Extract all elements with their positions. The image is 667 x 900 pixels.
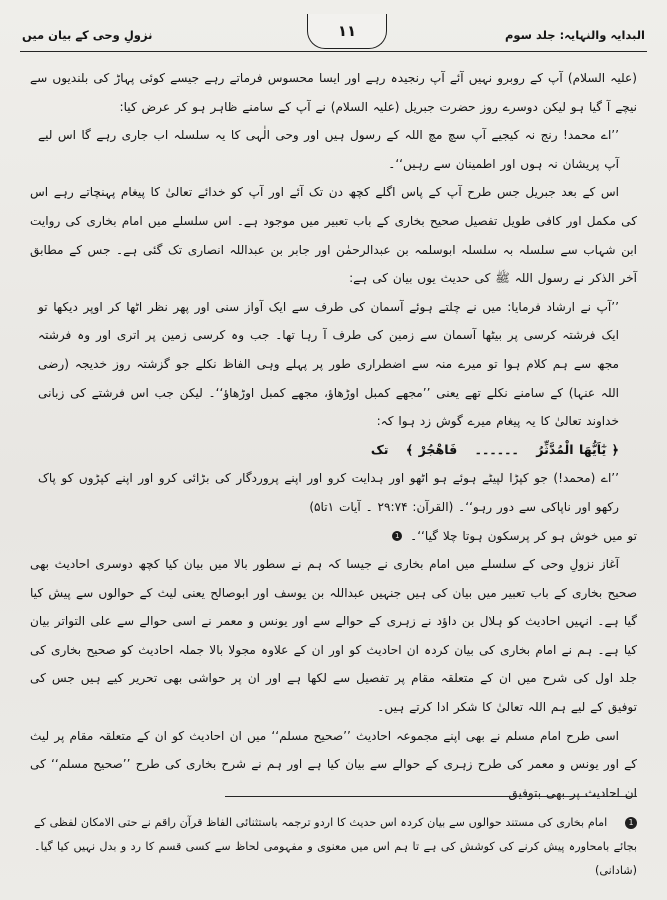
footnote-text-1: امام بخاری کی مستند حوالوں سے بیان کردہ اس حدیث کا اردو ترجمہ باستثنائی الفاظ قرآن راقم نے حتی الامکان لفظی کے بجائے بامحاورہ پیش کرنے کی کوشش کی ہے تا ہم اس میں معنوی و مفہومی لحاظ سے کسی قسم کا رد و بدل نہیں کیا گیا۔ (شادانی) [34, 816, 637, 877]
verse-end: فَاھْجُرْ ﴾ [405, 441, 458, 457]
header-rule [20, 51, 647, 52]
footnotes [34, 811, 637, 885]
paragraph-3-wrapper [30, 522, 637, 551]
quote-3: ’’اے (محمد!) جو کپڑا لپیٹے ہوئے ہو اٹھو اور ہدایت کرو اور اپنے پروردگار کی بڑائی کرو اور اپنے کپڑوں کو پاک رکھو اور ناپاکی سے دور رہو‘‘۔ (القرآن: ۲۹:۷۴ ۔ آیات ۱تا۵) [38, 471, 619, 514]
footnote-marker-1: 1 [625, 817, 637, 829]
verse-start: ﴿ یٰٓاَیُّھَا الْمُدَّثِّرُ [536, 441, 619, 457]
paragraph-3: تو میں خوش ہو کر پرسکون ہوتا چلا گیا‘‘۔ [410, 528, 637, 543]
paragraph-2: اس کے بعد جبریل جس طرح آپ کے پاس اگلے کچھ دن تک آئے اور آپ کو خدائے تعالیٰ کا پیغام پہنچاتے رہے اس کی مکمل اور کافی طویل تفصیل صحیح بخاری کے باب تعبیر میں موجود ہے۔ اس سلسلے میں امام بخاری کی روایت ابن شہاب سے سلسلہ بہ سلسلہ ابوسلمہ بن عبدالرحمٰن اور جابر بن عبداللہ انصاری تک گئی ہے۔ جس کے مطابق آخر الذکر نے رسول اللہ ﷺ کی حدیث یوں بیان کی ہے: [30, 185, 637, 286]
footnote-rule [225, 796, 637, 797]
book-title: البدایہ والنہایہ: جلد سوم [505, 28, 645, 42]
quran-verse [38, 436, 619, 465]
paragraph-4: آغاز نزولِ وحی کے سلسلے میں امام بخاری نے جیسا کہ ہم نے سطور بالا میں بیان کیا کچھ دوسری احادیث بھی صحیح بخاری کے باب تعبیر میں بیان کی ہیں جنہیں عبداللہ بن یوسف اور ابوصالح یعنی لیث کے حوالوں سے پیش کیا گیا ہے۔ انہیں احادیث کو ہلال بن داؤد نے زہری کے حوالے سے اور یونس و معمر نے اسی حوالے سے علی التواتر بیان کیا ہے۔ ہم نے امام بخاری کی بیان کردہ ان احادیث کو اور ان کے علاوہ مجولا بالا جملہ احادیث کو صحیح بخاری کی جلد اول کی شرح میں ان کے متعلقہ مقام پر تفصیل سے لکھا ہے اور ان پر حواشی بھی تحریر کیے ہیں جس کی توفیق کے لیے ہم اللہ تعالیٰ کا شکر ادا کرتے ہیں۔ [30, 557, 637, 715]
quote-1: ’’اے محمد! رنج نہ کیجیے آپ سچ مچ اللہ کے رسول ہیں اور وحی الٰہی کا یہ سلسلہ اب جاری رہے گا اس لیے آپ پریشان نہ ہوں اور اطمینان سے رہیں‘‘۔ [38, 128, 619, 171]
footnote-reference-1: 1 [392, 531, 402, 541]
quote-2: ’’آپ نے ارشاد فرمایا: میں نے چلتے ہوئے آسمان کی طرف سے ایک آواز سنی اور پھر نظر اٹھا کر اوپر دیکھا تو ایک فرشتہ کرسی پر بیٹھا آسمان سے زمین کی طرف آ رہا تھا۔ جب وہ کرسی زمین پر اتری اور وہ فرشتہ مجھ سے ہم کلام ہوا تو میرے منہ سے اضطراری طور پر پہلے وہی الفاظ نکلے جو گزشتہ روز خدیجہ (رضی اللہ عنہا) کے سامنے نکلے تھے یعنی ’’مجھے کمبل اوڑھاؤ، مجھے کمبل اوڑھاؤ‘‘۔ لیکن جب اس فرشتے کی زبانی خداوند تعالیٰ کا یہ پیغام میرے گوش زد ہوا کہ: [38, 299, 619, 429]
main-text [30, 64, 637, 800]
page-header [22, 22, 645, 48]
footnote-1 [34, 811, 637, 883]
paragraph-1: (علیہ السلام) آپ کے روبرو نہیں آئے آپ رنجیدہ رہے اور ایسا محسوس فرماتے رہے جیسے کوئی پہاڑ کی بلندیوں سے نیچے آ گیا ہو لیکن دوسرے روز حضرت جبریل (علیہ السلام) نے آپ کے سامنے ظاہر ہو کر عرض کیا: [30, 71, 637, 114]
verse-until: تک [370, 441, 389, 457]
page-number: ۱۱ [307, 14, 387, 49]
chapter-title: نزولِ وحی کے بیان میں [22, 28, 153, 42]
verse-dots: ۔۔۔۔۔۔ [474, 441, 519, 457]
paragraph-5: اسی طرح امام مسلم نے بھی اپنے مجموعہ احادیث ’’صحیح مسلم‘‘ میں ان احادیث کو ان کے متعلقہ مقام پر لیث کے اور یونس و معمر کی طرح زہری کے حوالے سے بیان کیا ہے اور ہم نے شرح بخاری کی طرح ’’صحیح مسلم‘‘ کی ان احادیث پر بھی بتوفیق [30, 728, 637, 800]
